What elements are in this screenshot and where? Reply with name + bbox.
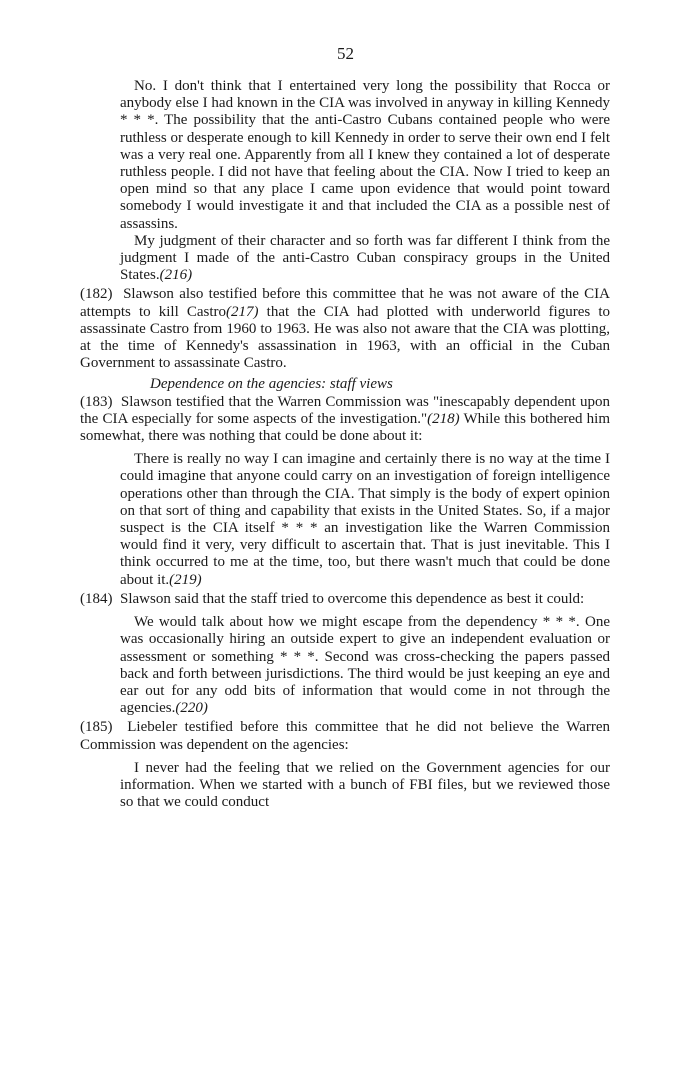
- footnote-citation: (219): [169, 571, 202, 588]
- quote-paragraph: [120, 233, 610, 285]
- quote-paragraph: [120, 451, 610, 589]
- testimony-quote-1: [120, 78, 610, 284]
- testimony-quote-2: [120, 451, 610, 589]
- quote-text: My judgment of their character and so forth was far different I think from the judgment I made of the anti-Castro Cuban conspiracy groups in the United States.: [120, 232, 610, 284]
- body-text: [80, 78, 610, 811]
- footnote-citation: (220): [175, 700, 208, 717]
- quote-paragraph: No. I don't think that I entertained very long the possibility that Rocca or anybody else I had known in the CIA was involved in anyway in killing Kennedy * * *. The possibility that the anti-Castro Cubans contained people who were ruthless or desperate enough to kill Kennedy in order to serve their own end I felt was a very real one. Apparently from all I knew they contained a lot of desperate ruthless people. I did not have that feeling about the CIA. Now I tried to keep an open mind so that any place I came upon evidence that would point toward somebody I would investigate it and that included the CIA as a possible nest of assassins.: [120, 78, 610, 232]
- quote-paragraph: I never had the feeling that we relied on the Government agencies for our information. When we started with a bunch of FBI files, but we reviewed those so that we could conduct: [120, 759, 610, 811]
- paragraph-number: (182): [80, 286, 113, 303]
- paragraph-number: (183): [80, 393, 113, 410]
- paragraph-183: [80, 394, 610, 446]
- quote-paragraph: [120, 614, 610, 717]
- paragraph-number: (184): [80, 590, 113, 607]
- paragraph-text: Liebeler testified before this committee that he did not believe the Warren Commission was dependent on the agencies:: [80, 719, 611, 753]
- section-heading: Dependence on the agencies: staff views: [150, 376, 393, 393]
- paragraph-184: [80, 591, 610, 608]
- quote-text: We would talk about how we might escape from the dependency * * *. One was occasionally hiring an outside expert to give an independent evaluation or assessment or something * * *. Second was cross-checking the papers passed back and forth between jurisdictions. The third would be just keeping an eye and ear out for any odd bits of information that would come in not through the agencies.: [120, 614, 610, 717]
- paragraph-185: [80, 719, 610, 753]
- footnote-citation: (218): [427, 410, 460, 427]
- quote-text: There is really no way I can imagine and certainly there is no way at the time I could imagine that anyone could carry on an investigation of foreign intelligence operations other than through the CIA. That simply is the body of expert opinion on that sort of thing and capability that exists in the United States. So, if a major suspect is the CIA itself * * * an investigation like the Warren Commission would find it very, very difficult to ascertain that. That is just inevitable. This I think occurred to me at the time, too, but there wasn't much that could be done about it.: [120, 451, 610, 588]
- footnote-citation: (217): [226, 303, 259, 320]
- paragraph-text: Slawson said that the staff tried to overcome this dependence as best it could:: [120, 590, 585, 607]
- testimony-quote-3: [120, 614, 610, 717]
- footnote-citation: (216): [159, 267, 193, 284]
- page-number: 52: [337, 44, 354, 63]
- paragraph-text: Slawson testified that the Warren Commission was "inescapably dependent upon the CIA especially for some aspects of the investigation.": [80, 393, 610, 427]
- paragraph-text: that the CIA had plotted with underworld figures to assassinate Castro from 1960 to 1963. He was also not aware that the CIA was plotting, at the time of Kennedy's assassination in 1963, with an official in the Cuban Government to assassinate Castro.: [80, 303, 610, 372]
- testimony-quote-4: [120, 760, 610, 812]
- paragraph-182: [80, 286, 610, 372]
- paragraph-text: Slawson also testified before this committee that he was not aware of the CIA attempts to kill Castro: [80, 286, 610, 320]
- paragraph-text: While this bothered him somewhat, there was nothing that could be done about it:: [80, 410, 611, 445]
- paragraph-number: (185): [80, 719, 113, 736]
